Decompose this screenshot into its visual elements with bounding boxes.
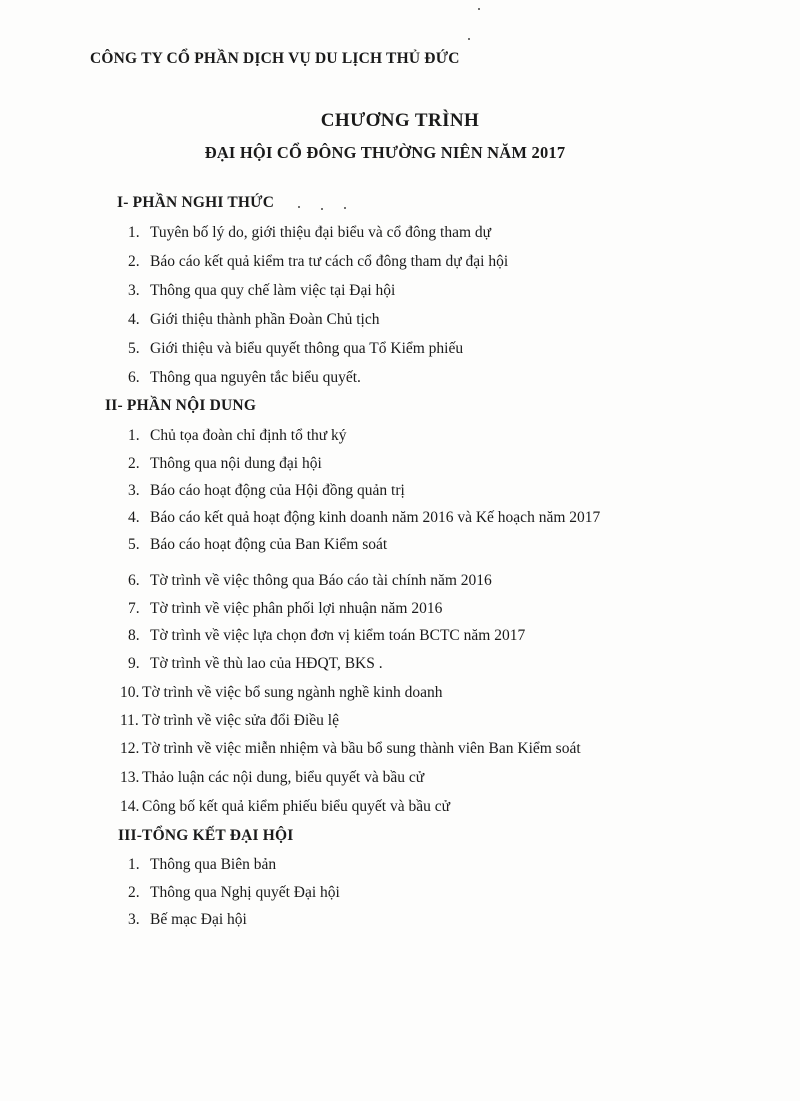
item-text: Báo cáo hoạt động của Hội đồng quản trị xyxy=(150,482,405,499)
item-text: Thông qua Biên bản xyxy=(150,856,277,873)
list-item xyxy=(128,856,276,874)
item-text: Báo cáo kết quả hoạt động kinh doanh năm 2016 và Kế hoạch năm 2017 xyxy=(150,509,601,526)
item-text: Chủ tọa đoàn chỉ định tổ thư ký xyxy=(150,427,347,444)
list-item xyxy=(128,253,508,271)
scan-speck xyxy=(478,8,480,10)
item-text: Tờ trình về việc sửa đổi Điều lệ xyxy=(142,712,339,729)
list-item xyxy=(128,600,442,618)
item-text: Thông qua Nghị quyết Đại hội xyxy=(150,884,340,901)
list-item xyxy=(128,536,387,554)
list-item xyxy=(128,482,405,500)
item-number: 5. xyxy=(128,340,140,357)
item-number: 2. xyxy=(128,455,140,472)
item-number: 8. xyxy=(128,627,140,644)
item-text: Bế mạc Đại hội xyxy=(150,911,247,928)
item-text: Tuyên bố lý do, giới thiệu đại biểu và cổ đông tham dự xyxy=(150,224,492,241)
item-number: 12. xyxy=(120,740,140,757)
item-number: 13. xyxy=(120,769,140,786)
item-number: 2. xyxy=(128,884,140,901)
list-item xyxy=(128,911,247,929)
item-text: Tờ trình về thù lao của HĐQT, BKS . xyxy=(150,655,383,672)
item-number: 3. xyxy=(128,282,140,299)
item-number: 4. xyxy=(128,311,140,328)
list-item xyxy=(128,572,492,590)
item-text: Thông qua nội dung đại hội xyxy=(150,455,322,472)
document-title: CHƯƠNG TRÌNH xyxy=(320,110,480,131)
item-text: Tờ trình về việc lựa chọn đơn vị kiểm toán BCTC năm 2017 xyxy=(150,627,526,644)
list-item xyxy=(120,712,339,730)
list-item xyxy=(128,340,463,358)
item-text: Tờ trình về việc bổ sung ngành nghề kinh doanh xyxy=(142,684,443,701)
item-number: 1. xyxy=(128,856,140,873)
item-number: 3. xyxy=(128,482,140,499)
item-number: 6. xyxy=(128,369,140,386)
document-subtitle: ĐẠI HỘI CỔ ĐÔNG THƯỜNG NIÊN NĂM 2017 xyxy=(204,143,566,162)
item-text: Tờ trình về việc phân phối lợi nhuận năm 2016 xyxy=(150,600,443,617)
scan-speck xyxy=(344,207,346,209)
item-number: 7. xyxy=(128,600,140,617)
item-text: Thông qua quy chế làm việc tại Đại hội xyxy=(150,282,396,299)
item-number: 4. xyxy=(128,509,140,526)
item-text: Giới thiệu thành phần Đoàn Chủ tịch xyxy=(150,311,380,328)
list-item xyxy=(128,311,379,329)
scan-speck xyxy=(321,208,323,210)
item-number: 5. xyxy=(128,536,140,553)
list-item xyxy=(128,455,322,473)
item-text: Tờ trình về việc thông qua Báo cáo tài chính năm 2016 xyxy=(150,572,492,589)
scan-speck xyxy=(468,38,470,40)
scan-speck xyxy=(298,206,300,208)
item-number: 11. xyxy=(120,712,139,729)
item-text: Tờ trình về việc miễn nhiệm và bầu bổ sung thành viên Ban Kiểm soát xyxy=(142,740,581,757)
item-number: 1. xyxy=(128,224,140,241)
item-number: 2. xyxy=(128,253,140,270)
item-text: Thảo luận các nội dung, biểu quyết và bầu cử xyxy=(142,769,425,786)
item-text: Giới thiệu và biểu quyết thông qua Tổ Kiểm phiếu xyxy=(150,340,464,357)
list-item xyxy=(128,282,395,300)
list-item xyxy=(120,740,581,758)
item-text: Báo cáo kết quả kiểm tra tư cách cổ đông tham dự đại hội xyxy=(150,253,509,270)
section-title-content: II- PHẦN NỘI DUNG xyxy=(105,397,257,414)
item-number: 10. xyxy=(120,684,140,701)
list-item xyxy=(128,369,361,387)
section-title-summary: III-TỔNG KẾT ĐẠI HỘI xyxy=(118,827,294,844)
item-number: 3. xyxy=(128,911,140,928)
company-name: CÔNG TY CỔ PHẦN DỊCH VỤ DU LỊCH THỦ ĐỨC xyxy=(90,50,460,67)
list-item xyxy=(128,509,600,527)
list-item xyxy=(120,798,450,816)
list-item xyxy=(128,655,383,673)
item-text: Công bố kết quả kiểm phiếu biểu quyết và bầu cử xyxy=(142,798,450,815)
list-item xyxy=(120,684,443,702)
list-item xyxy=(120,769,425,787)
list-item xyxy=(128,627,525,645)
section-title-protocol: I- PHẦN NGHI THỨC xyxy=(117,194,275,211)
item-number: 9. xyxy=(128,655,140,672)
list-item xyxy=(128,427,347,445)
item-number: 14. xyxy=(120,798,140,815)
item-number: 6. xyxy=(128,572,140,589)
list-item xyxy=(128,224,491,242)
list-item xyxy=(128,884,340,902)
item-text: Báo cáo hoạt động của Ban Kiểm soát xyxy=(150,536,388,553)
item-text: Thông qua nguyên tắc biểu quyết. xyxy=(150,369,361,386)
item-number: 1. xyxy=(128,427,140,444)
